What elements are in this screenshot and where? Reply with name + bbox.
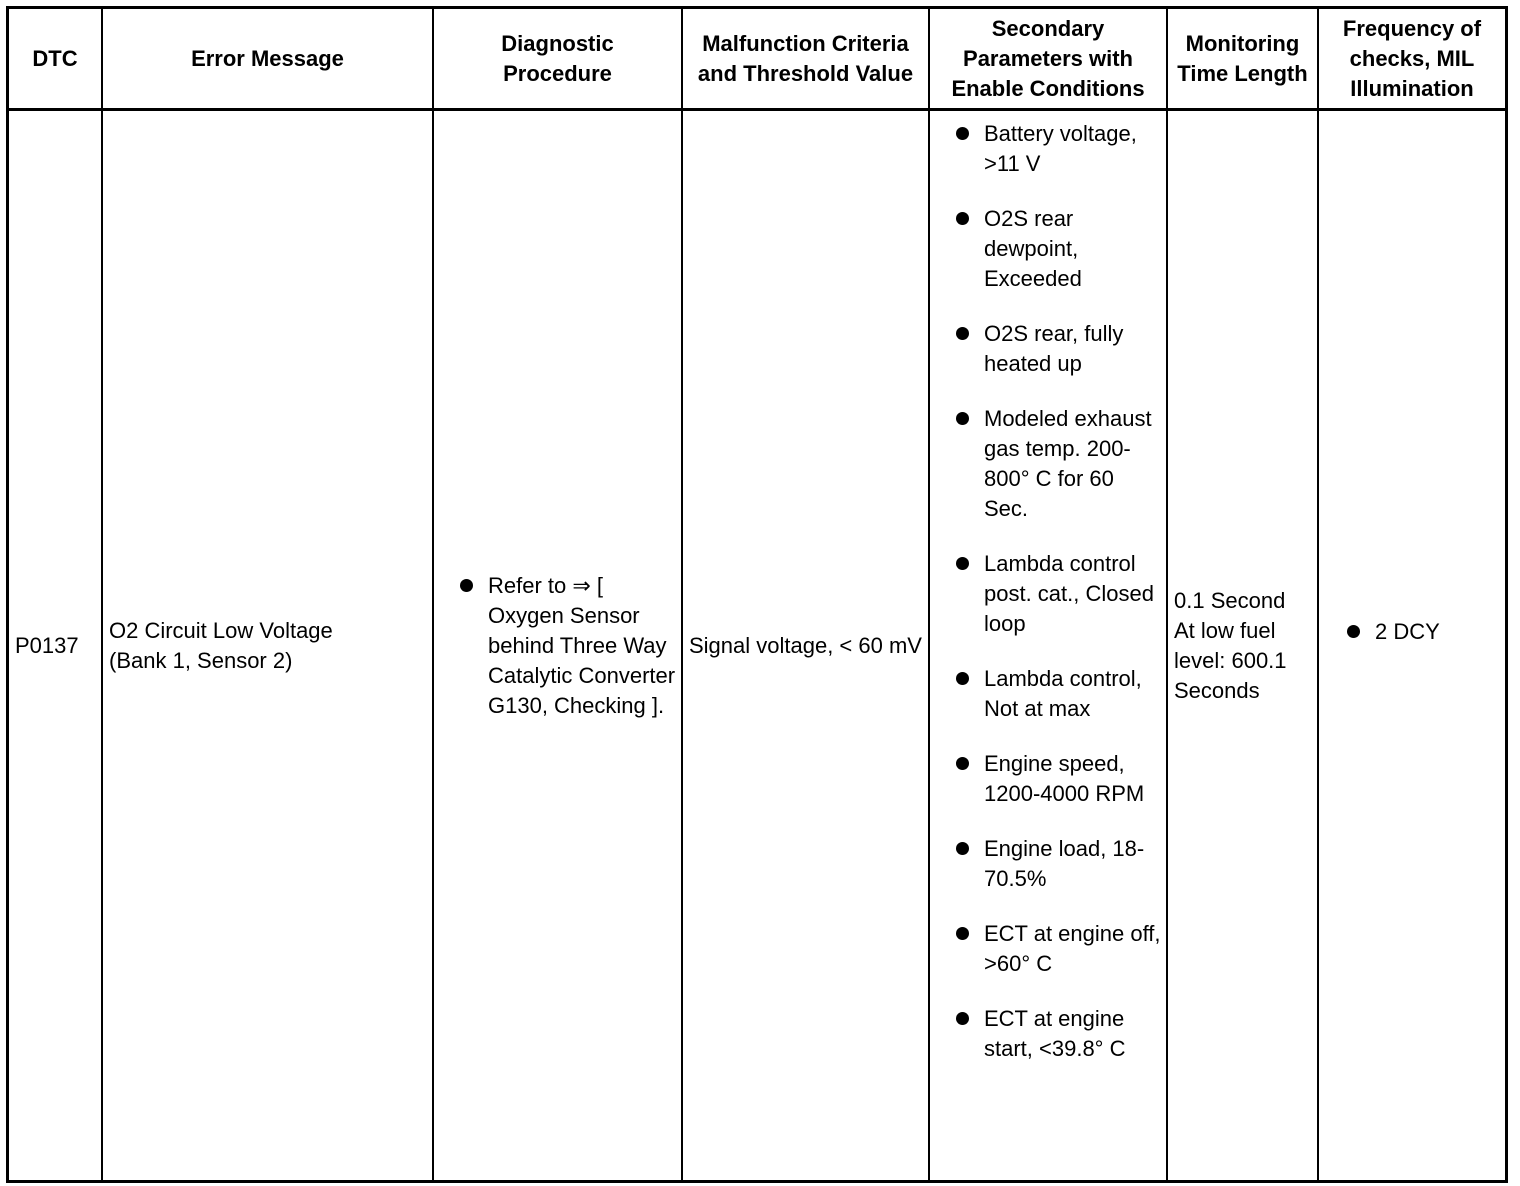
cell-error-message	[103, 111, 432, 1180]
cell-malfunction-criteria	[683, 111, 928, 1180]
table-row	[9, 111, 1505, 1180]
dtc-code: P0137	[15, 632, 79, 658]
monitoring-time-line: 0.1 Second	[1174, 587, 1286, 613]
header-monitoring-time	[1168, 9, 1317, 108]
header-dtc	[9, 9, 101, 108]
table-header-row	[9, 9, 1505, 111]
error-message-text: O2 Circuit Low Voltage (Bank 1, Sensor 2)	[109, 617, 333, 673]
header-secondary-parameters	[930, 9, 1166, 108]
header-error-message-label: Error Message	[191, 45, 344, 71]
monitoring-time-text	[1174, 586, 1313, 706]
dtc-table	[6, 6, 1508, 1183]
list-item	[950, 204, 1162, 294]
secondary-parameter-text: O2S rear dewpoint, Exceeded	[984, 206, 1082, 291]
cell-diagnostic-procedure	[434, 111, 681, 1180]
header-diagnostic-procedure-label: Diagnostic Procedure	[501, 30, 614, 86]
cell-secondary-parameters	[930, 111, 1166, 1180]
diagnostic-procedure-text: Refer to ⇒ [ Oxygen Sensor behind Three Way Catalytic Converter G130, Checking ].	[488, 572, 676, 718]
cell-dtc	[9, 111, 101, 1180]
header-secondary-parameters-label: Secondary Parameters with Enable Conditions	[951, 15, 1145, 101]
bullet-icon	[956, 927, 969, 940]
bullet-icon	[956, 127, 969, 140]
header-malfunction-criteria	[683, 9, 928, 108]
bullet-icon	[460, 579, 473, 592]
secondary-parameter-text: ECT at engine off, >60° C	[984, 921, 1161, 976]
diagnostic-procedure-item	[454, 571, 677, 721]
header-error-message	[103, 9, 432, 108]
frequency-text: 2 DCY	[1375, 618, 1440, 644]
list-item	[950, 404, 1162, 524]
header-frequency	[1319, 9, 1505, 108]
secondary-parameter-text: Engine load, 18-70.5%	[984, 836, 1145, 891]
secondary-parameter-text: Lambda control, Not at max	[984, 666, 1142, 721]
bullet-icon	[956, 327, 969, 340]
header-dtc-label: DTC	[32, 45, 78, 71]
bullet-icon	[956, 412, 969, 425]
secondary-parameters-list	[930, 111, 1166, 1064]
list-item	[950, 749, 1162, 809]
secondary-parameter-text: Modeled exhaust gas temp. 200-800° C for 60 Sec.	[984, 406, 1152, 521]
cell-monitoring-time	[1168, 111, 1317, 1180]
header-diagnostic-procedure	[434, 9, 681, 108]
secondary-parameter-text: Lambda control post. cat., Closed loop	[984, 551, 1154, 636]
secondary-parameter-text: O2S rear, fully heated up	[984, 321, 1124, 376]
header-malfunction-criteria-label: Malfunction Criteria and Threshold Value	[697, 30, 914, 86]
bullet-icon	[956, 1012, 969, 1025]
bullet-icon	[956, 842, 969, 855]
secondary-parameter-text: Battery voltage, >11 V	[984, 121, 1137, 176]
bullet-icon	[956, 212, 969, 225]
cell-frequency	[1319, 111, 1505, 1180]
bullet-icon	[956, 557, 969, 570]
bullet-icon	[1347, 625, 1360, 638]
list-item	[950, 119, 1162, 179]
list-item	[950, 664, 1162, 724]
list-item	[950, 549, 1162, 639]
secondary-parameter-text: ECT at engine start, <39.8° C	[984, 1006, 1126, 1061]
header-monitoring-time-label: Monitoring Time Length	[1177, 30, 1308, 86]
frequency-item	[1341, 617, 1440, 647]
list-item	[950, 834, 1162, 894]
malfunction-criteria-text: Signal voltage, < 60 mV	[689, 632, 922, 658]
list-item	[950, 1004, 1162, 1064]
secondary-parameter-text: Engine speed, 1200-4000 RPM	[984, 751, 1145, 806]
bullet-icon	[956, 672, 969, 685]
list-item	[950, 319, 1162, 379]
monitoring-time-line: At low fuel level: 600.1 Seconds	[1174, 617, 1287, 703]
list-item	[950, 919, 1162, 979]
header-frequency-label: Frequency of checks, MIL Illumination	[1342, 15, 1482, 101]
bullet-icon	[956, 757, 969, 770]
